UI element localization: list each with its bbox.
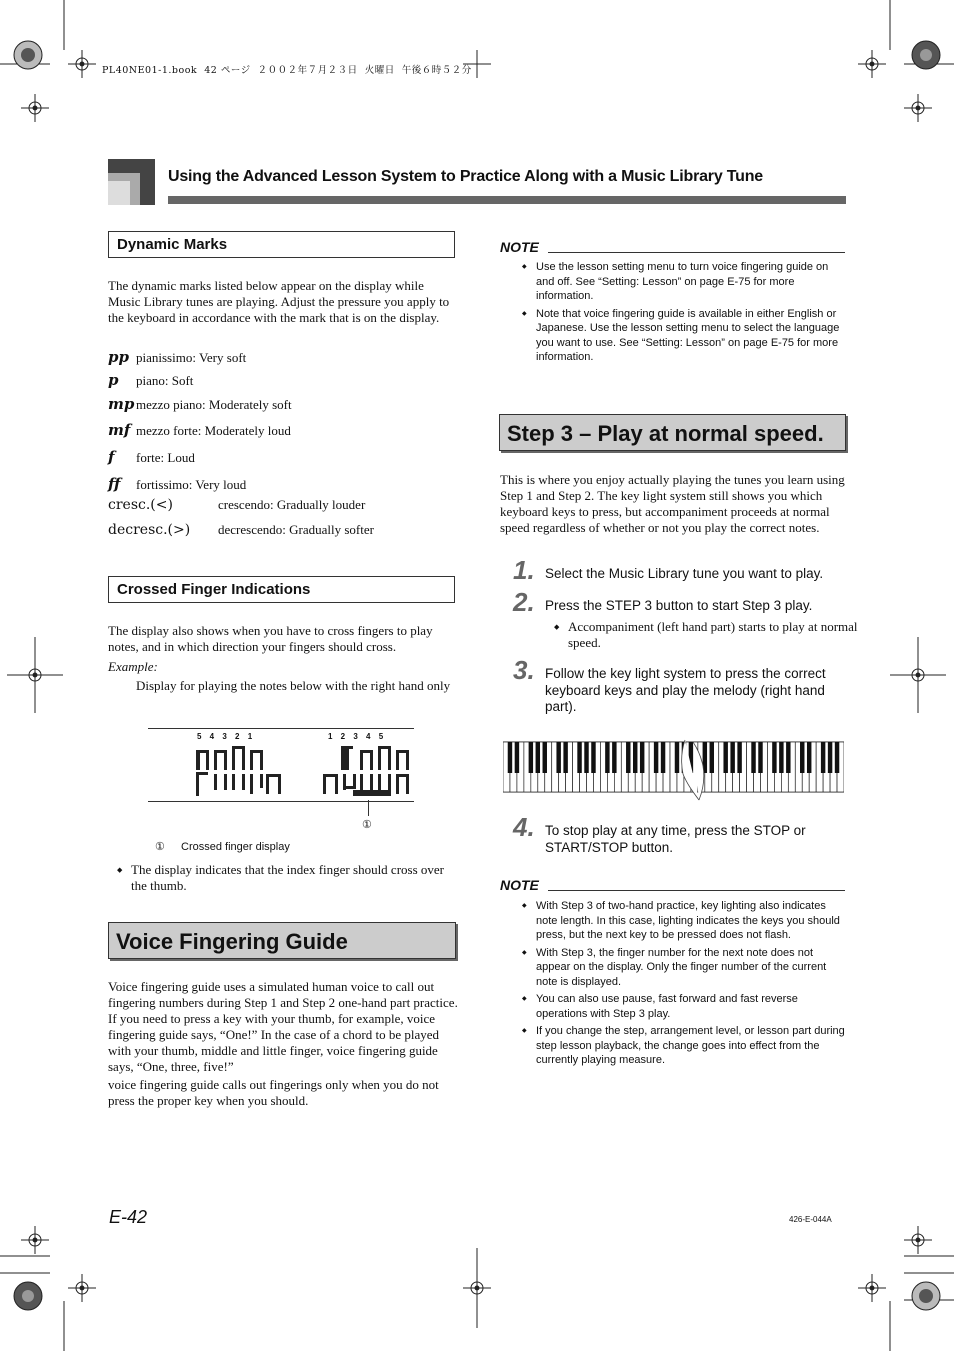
step-sub-bullet: ◆ Accompaniment (left hand part) starts to play at normal speed. (550, 619, 860, 651)
dynamic-symbol: cresc.(<) (108, 497, 173, 513)
caption-number: ① (155, 841, 165, 853)
step-number: 4. (513, 812, 535, 842)
section-header-graphic (108, 159, 155, 205)
note-item: ◆ Use the lesson setting menu to turn voice fingering guide on and off. See “Setting: Lesson” on page E-75 for more information. (520, 260, 846, 304)
step3-heading: Step 3 – Play at normal speed. (499, 414, 846, 451)
dynamic-item (108, 475, 246, 493)
dynamic-item (108, 421, 291, 439)
dynamic-desc: mezzo forte: Moderately loud (136, 423, 291, 438)
example-label: Example: (108, 659, 158, 674)
dynamic-desc: mezzo piano: Moderately soft (136, 397, 292, 412)
dynamic-desc: decrescendo: Gradually softer (218, 522, 374, 537)
dynamic-symbol: ff (108, 475, 121, 493)
note2-label: NOTE (500, 877, 539, 893)
left-finger-numbers: 5 4 3 2 1 (197, 732, 253, 741)
caption: Crossed finger display (181, 841, 290, 853)
note2-list (520, 899, 850, 1071)
note-item: ◆ If you change the step, arrangement level, or lesson part during step lesson playback, the change goes into effect from the currently playing measure. (520, 1024, 850, 1068)
voice-para1: Voice fingering guide uses a simulated human voice to call out fingering numbers during Step 1 and Step 2 one-hand part practice. If you need to press a key with your thumb, for example, voice fingering guide says, “One!” In the case of a chord to be played with your thumb, middle and little finger, voice fingering guide says, “One, three, five!” (108, 979, 458, 1074)
note2-rule (548, 890, 845, 891)
crossed-heading: Crossed Finger Indications (108, 576, 455, 603)
dynamic-desc: crescendo: Gradually louder (218, 497, 366, 512)
step-text: Follow the key light system to press the correct keyboard keys and play the melody (right hand part). (545, 666, 826, 714)
dynamic-desc: piano: Soft (136, 373, 194, 388)
step-text: Press the STEP 3 button to start Step 3 play. (545, 598, 813, 613)
lcd-segments (148, 728, 414, 802)
page-number: E-42 (109, 1207, 148, 1227)
dynamic-desc: pianissimo: Very soft (136, 350, 247, 365)
dynamic-item (108, 371, 193, 389)
dynamic-marks-intro: The dynamic marks listed below appear on the display while Music Library tunes are playing. Adjust the pressure you apply to the keyboard in accordance with the mark that is on the display. (108, 278, 450, 325)
step-text: To stop play at any time, press the STOP or START/STOP button. (545, 823, 806, 855)
right-finger-numbers: 1 2 3 4 5 (328, 732, 384, 741)
dynamic-symbol: p (108, 371, 119, 389)
step3-intro: This is where you enjoy actually playing the tunes you learn using Step 1 and Step 2. The key light system still shows you which keyboard keys to press, but accompaniment proceeds at normal speed regardless of whether or not you play the correct notes. (500, 472, 845, 535)
lcd-display (148, 728, 414, 802)
dynamic-desc: forte: Loud (136, 450, 195, 465)
step-text: Select the Music Library tune you want to play. (545, 566, 824, 581)
crossed-intro: The display also shows when you have to cross fingers to play notes, and in which direction your fingers should cross. (108, 623, 433, 654)
section-title: Using the Advanced Lesson System to Practice Along with a Music Library Tune (168, 168, 764, 185)
section-rule (168, 196, 846, 204)
voice-heading: Voice Fingering Guide (108, 922, 456, 959)
doc-code: 426-E-044A (789, 1215, 832, 1224)
dynamic-item (108, 395, 292, 413)
note-item: ◆ You can also use pause, fast forward and fast reverse operations with Step 3 play. (520, 992, 850, 1021)
dynamic-symbol: pp (108, 348, 129, 366)
dynamic-item (108, 522, 374, 538)
dynamic-symbol: mp (108, 395, 135, 413)
dynamic-item (108, 448, 195, 466)
note-item: ◆ Note that voice fingering guide is available in either English or Japanese. Use the lesson setting menu to select the language you want to use. See “Setting: Lesson” on page E-75 for more information. (520, 307, 846, 365)
note-item: ◆ With Step 3 of two-hand practice, key lighting also indicates note length. In this case, lighting indicates the keys you should press, but the next key to be pressed does not flash. (520, 899, 850, 943)
dynamic-symbol: f (108, 448, 115, 466)
note1-rule (548, 252, 845, 253)
dynamic-desc: fortissimo: Very loud (136, 477, 247, 492)
dynamic-marks-heading: Dynamic Marks (108, 231, 455, 258)
voice-para2: voice fingering guide calls out fingerings only when you do not press the proper key when you should. (108, 1077, 439, 1108)
crossed-bullet: ◆ The display indicates that the index finger should cross over the thumb. (113, 862, 461, 894)
step-number: 3. (513, 655, 535, 685)
dynamic-item (108, 348, 246, 366)
note1-label: NOTE (500, 239, 539, 255)
example-text: Display for playing the notes below with the right hand only (136, 678, 451, 693)
step-number: 2. (513, 587, 535, 617)
dynamic-symbol: decresc.(>) (108, 522, 191, 538)
dynamic-symbol: mf (108, 421, 131, 439)
print-header: PL40NE01-1.book 42 ページ ２００２年７月２３日 火曜日 午後６時５２分 (102, 65, 472, 76)
dynamic-item (108, 497, 365, 513)
note-item: ◆ With Step 3, the finger number for the next note does not appear on the display. Only the finger number of the current note is displayed. (520, 946, 850, 990)
note1-list (520, 260, 846, 368)
step-number: 1. (513, 555, 535, 585)
callout-marker: ① (362, 819, 372, 831)
keyboard-illustration (503, 738, 844, 802)
callout-line (368, 800, 369, 816)
